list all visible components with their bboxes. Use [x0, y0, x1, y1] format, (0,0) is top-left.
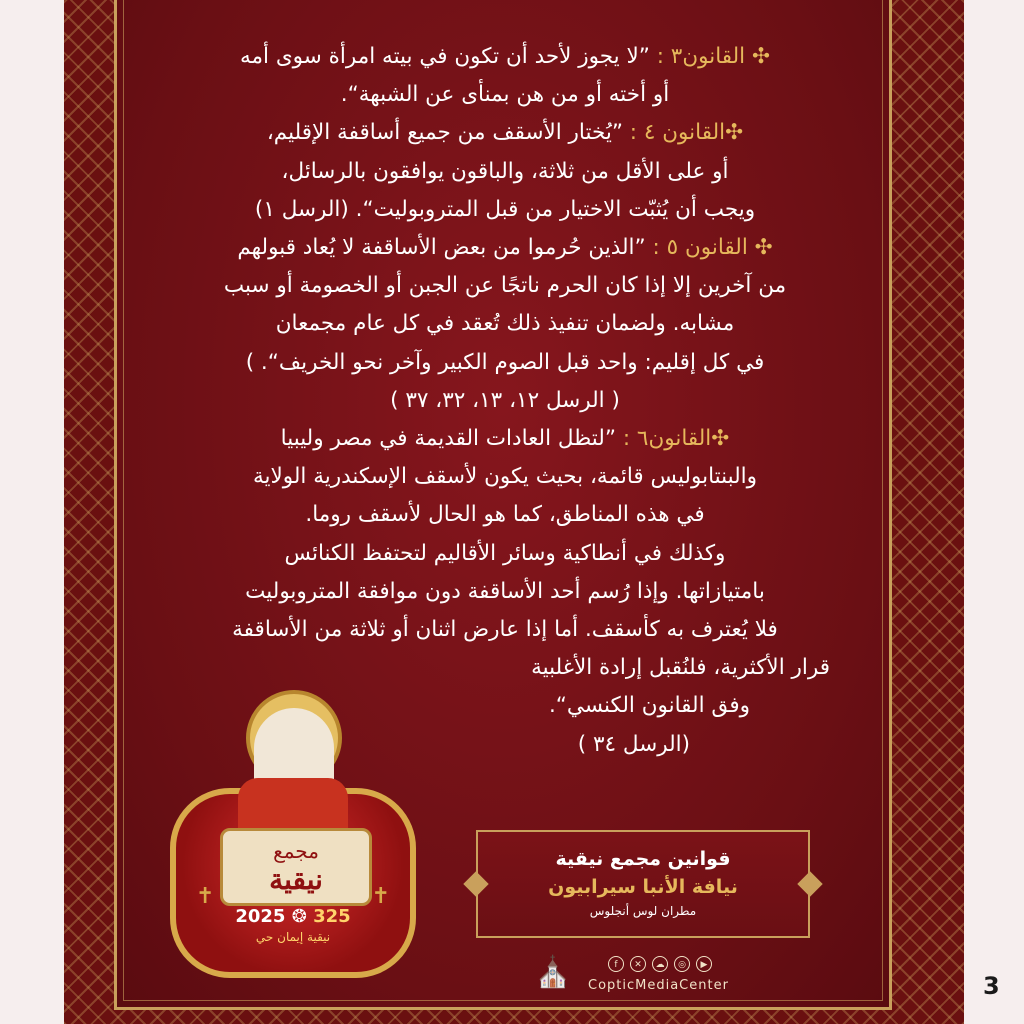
bishop-name: نيافة الأنبا سيرابيون [548, 876, 738, 898]
canon-line: مشابه. ولضمان تنفيذ ذلك تُعقد في كل عام مجمعان [275, 311, 735, 337]
canon-line: من آخرين إلا إذا كان الحرم ناتجًا عن الجبن أو الخصومة أو سبب [223, 273, 787, 299]
canon-line: ويجب أن يُثبّت الاختيار من قبل المتروبوليت“. (الرسل ١) [254, 196, 756, 222]
footer-handle[interactable]: CopticMediaCenter [588, 978, 729, 993]
canon-line: ✣القانون ٤ : ”يُختار الأسقف من جميع أساقفة الإقليم، [266, 120, 744, 146]
canon-line: ✣ القانون٣ : ”لا يجوز لأحد أن تكون في بيته امرأة سوى أمه [239, 44, 771, 69]
page-number: 3 [983, 972, 1000, 1000]
cross-icon: ✝ [371, 884, 390, 909]
title-line: قوانين مجمع نيقية [555, 848, 731, 870]
logo-years: 2025 ❂ 325 [235, 906, 351, 927]
canon-reference: (الرسل ٣٤ ) [577, 731, 690, 757]
canon-line: فلا يُعترف به كأسقف. أما إذا عارض اثنان أو ثلاثة من الأساقفة [232, 617, 778, 643]
canons-text-block [140, 38, 870, 764]
logo-scroll: مجمع نيقية [220, 828, 372, 906]
nicaea-logo [168, 688, 418, 988]
canon-line: وكذلك في أنطاكية وسائر الأقاليم لتحتفظ الكنائس [284, 540, 726, 566]
church-logo-icon: ⛪ [534, 955, 572, 990]
seal-icon: ❂ [291, 906, 307, 927]
x-icon[interactable]: ✕ [630, 956, 646, 972]
logo-slogan: نيقية إيمان حي [255, 930, 331, 944]
soundcloud-icon[interactable]: ☁ [652, 956, 668, 972]
canon-line: بامتيازاتها. وإذا رُسم أحد الأساقفة دون موافقة المتروبوليت [245, 578, 765, 604]
canon-line: ✣ القانون ٥ : ”الذين حُرموا من بعض الأساقفة لا يُعاد قبولهم [237, 235, 773, 261]
cross-icon: ✝ [196, 884, 215, 909]
youtube-icon[interactable]: ▶ [696, 956, 712, 972]
bishop-title: مطران لوس أنجلوس [589, 904, 697, 918]
footer [528, 950, 768, 1000]
instagram-icon[interactable]: ◎ [674, 956, 690, 972]
canon-line: قرار الأكثرية، فلنُقبل إرادة الأغلبية [531, 655, 830, 681]
title-box [476, 830, 810, 938]
canon-reference: ( الرسل ١٢، ١٣، ٣٢، ٣٧ ) [390, 387, 620, 413]
canon-line: في كل إقليم: واحد قبل الصوم الكبير وآخر نحو الخريف“. ) [245, 349, 765, 375]
canon-line: أو على الأقل من ثلاثة، والباقون يوافقون بالرسائل، [281, 158, 729, 184]
facebook-icon[interactable]: f [608, 956, 624, 972]
canon-line: في هذه المناطق، كما هو الحال لأسقف روما. [305, 502, 705, 528]
social-links [608, 956, 712, 972]
canon-line: والبنتابوليس قائمة، بحيث يكون لأسقف الإسكندرية الولاية [253, 464, 757, 490]
canon-line: ✣القانون٦ : ”لتظل العادات القديمة في مصر وليبيا [280, 426, 730, 452]
canon-line: أو أخته أو من هن بمنأى عن الشبهة“. [340, 82, 670, 108]
canon-line: وفق القانون الكنسي“. [548, 693, 750, 719]
